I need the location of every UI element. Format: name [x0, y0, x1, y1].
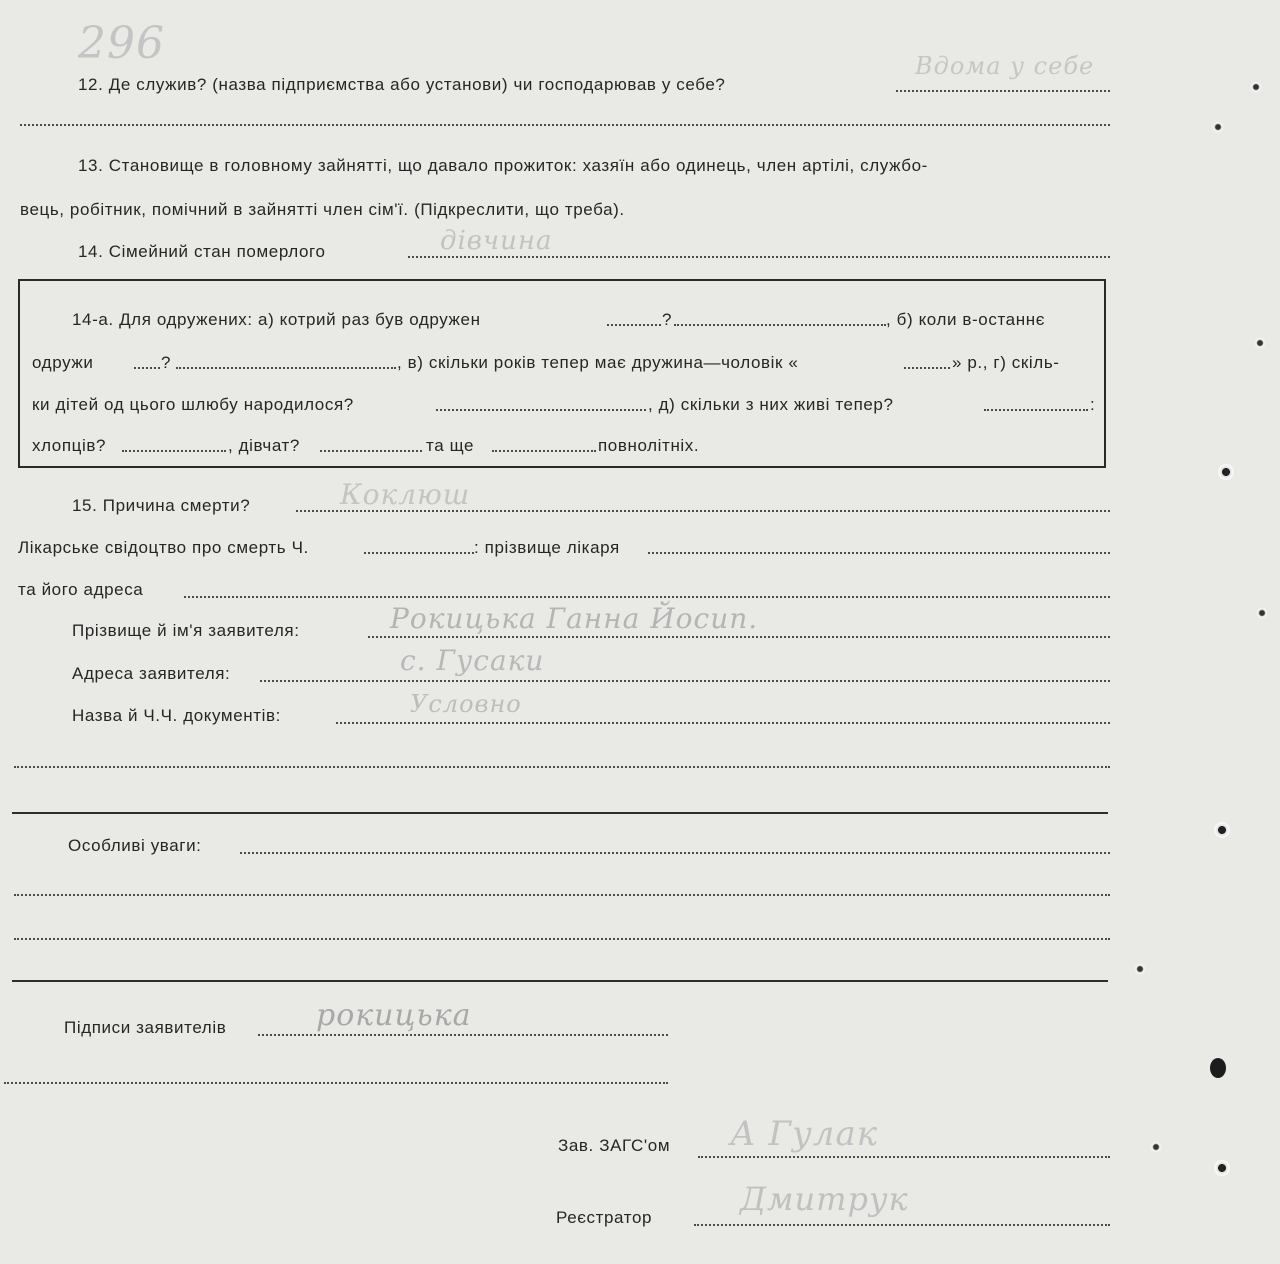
q14a-line1-q: ?	[662, 310, 673, 329]
q13-line1: 13. Становище в головному зайнятті, що давало прожиток: хазяїн або одинець, член артілі, службо-	[78, 156, 928, 175]
q14a-marriage-count-field-2[interactable]	[674, 324, 886, 326]
q14a-last-marriage-field[interactable]	[134, 367, 160, 369]
q12-handwritten-value: Вдома у себе	[915, 52, 1095, 80]
registry-head-signature-handwritten: А Гулак	[730, 1114, 879, 1154]
q14a-line2-b: , в) скільки років тепер має дружина—чоловік «	[397, 353, 799, 372]
binding-hole-icon	[1254, 336, 1266, 350]
binding-hole-icon	[1212, 120, 1224, 134]
q14a-line2-c: » р., г) скіль-	[952, 353, 1060, 372]
medical-certificate-number-field[interactable]	[364, 552, 474, 554]
q14a-line4-c: та ще	[426, 436, 475, 455]
applicants-signatures-field[interactable]	[258, 1034, 668, 1036]
q14-handwritten-value: дівчина	[440, 226, 553, 256]
binding-hole-icon	[1218, 462, 1234, 482]
q14a-spouse-age-field[interactable]	[904, 367, 950, 369]
q15-handwritten-value: Коклюш	[340, 478, 471, 511]
applicant-address-label: Адреса заявителя:	[72, 664, 231, 683]
q12-field-continuation[interactable]	[20, 124, 1110, 126]
applicants-signature-handwritten: рокицька	[316, 998, 472, 1033]
q14a-line2-q: ?	[161, 353, 172, 372]
binding-hole-icon	[1150, 1140, 1162, 1154]
q14a-line4-b: , дівчат?	[228, 436, 300, 455]
medical-certificate-label: Лікарське свідоцтво про смерть Ч.	[18, 538, 309, 557]
q15-label: 15. Причина смерти?	[72, 496, 251, 515]
registry-head-label: Зав. ЗАГС'ом	[558, 1136, 671, 1155]
binding-hole-icon	[1256, 606, 1268, 620]
notes-field[interactable]	[240, 852, 1110, 854]
applicant-docs-field[interactable]	[336, 722, 1110, 724]
applicants-signatures-field-2[interactable]	[4, 1082, 668, 1084]
q12-label: 12. Де служив? (назва підприємства або установи) чи господарював у себе?	[78, 75, 726, 94]
q14a-line3-c: :	[1090, 395, 1096, 414]
q14a-children-born-field[interactable]	[436, 409, 646, 411]
medical-address-field[interactable]	[184, 596, 1110, 598]
q14a-line4-a: хлопців?	[32, 436, 107, 455]
q12-field[interactable]	[896, 90, 1110, 92]
binding-hole-icon	[1210, 1058, 1226, 1078]
applicants-signatures-label: Підписи заявителів	[64, 1018, 227, 1037]
applicant-address-handwritten-value: с. Гусаки	[400, 644, 545, 677]
q14a-line1-a: 14-а. Для одружених: а) котрий раз був одружен	[72, 310, 481, 329]
q14a-boys-field[interactable]	[122, 450, 226, 452]
medical-address-label: та його адреса	[18, 580, 144, 599]
q14-field[interactable]	[408, 256, 1110, 258]
applicant-name-label: Прізвище й ім'я заявителя:	[72, 621, 300, 640]
applicant-docs-label: Назва й Ч.Ч. документів:	[72, 706, 281, 725]
q14a-line2-a: одружи	[32, 353, 94, 372]
medical-doctor-label: : прізвище лікаря	[474, 538, 620, 557]
q14a-line3-b: , д) скільки з них живі тепер?	[648, 395, 894, 414]
q14a-last-marriage-field-2[interactable]	[176, 367, 396, 369]
registrar-signature-handwritten: Дмитрук	[740, 1180, 909, 1218]
notes-field-line-2[interactable]	[14, 894, 1110, 896]
binding-hole-icon	[1214, 820, 1230, 840]
q14a-girls-field[interactable]	[320, 450, 422, 452]
registrar-field[interactable]	[694, 1224, 1110, 1226]
medical-doctor-name-field[interactable]	[648, 552, 1110, 554]
q14a-marriage-count-field[interactable]	[607, 324, 661, 326]
q14a-line3-a: ки дітей од цього шлюбу народилося?	[32, 395, 354, 414]
q14-label: 14. Сімейний стан померлого	[78, 242, 326, 261]
registry-head-field[interactable]	[698, 1156, 1110, 1158]
q14a-adults-field[interactable]	[492, 450, 596, 452]
registrar-label: Реєстратор	[556, 1208, 653, 1227]
binding-hole-icon	[1214, 1158, 1230, 1178]
applicant-name-field[interactable]	[368, 636, 1110, 638]
applicant-docs-field-continuation[interactable]	[14, 766, 1110, 768]
q14a-children-alive-field[interactable]	[984, 409, 1088, 411]
applicant-name-handwritten-value: Рокицька Ганна Йосип.	[390, 602, 759, 635]
applicant-docs-handwritten-value: Условно	[410, 690, 522, 718]
section-divider-2	[12, 980, 1108, 982]
binding-hole-icon	[1134, 962, 1146, 976]
q14a-line4-d: повнолітніх.	[598, 436, 700, 455]
section-divider-1	[12, 812, 1108, 814]
q13-line2: вець, робітник, помічний в зайнятті член сім'ї. (Підкреслити, що треба).	[20, 200, 625, 219]
applicant-address-field[interactable]	[260, 680, 1110, 682]
q14a-line1-b: , б) коли в-останнє	[886, 310, 1045, 329]
page-number-handwritten: 296	[78, 18, 165, 69]
notes-label: Особливі уваги:	[68, 836, 202, 855]
binding-hole-icon	[1250, 80, 1262, 94]
married-section-box	[18, 279, 1106, 468]
notes-field-line-3[interactable]	[14, 938, 1110, 940]
